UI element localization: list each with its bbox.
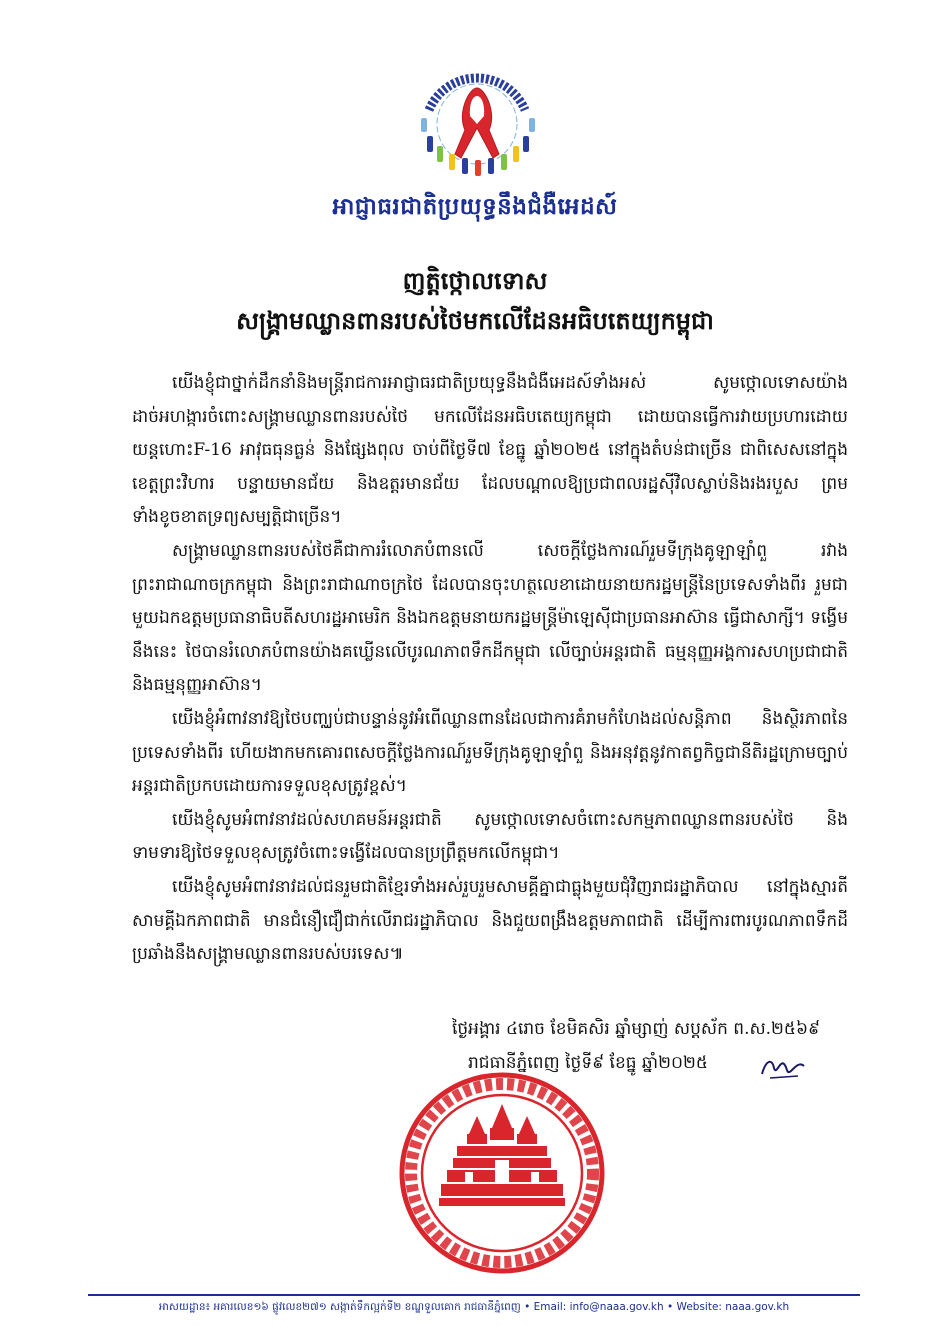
footer: [88, 1301, 860, 1316]
signature: [758, 1050, 808, 1084]
lunar-date: ថ្ងៃអង្គារ ៤រោច ខែមិគសិរ ឆ្នាំម្សាញ់ សប្តស័ក ព.ស.២៥៦៩: [452, 1019, 821, 1039]
paragraph: យើងខ្ញុំសូមអំពាវនាវដល់ជនរួមជាតិខ្មែរទាំងអស់រួបរួមសាមគ្គីគ្នាជាធ្លុងមួយជុំវិញរាជរដ្ឋាភិបាល នៅក្នុងស្មារតីសាមគ្គីឯកភាពជាតិ មានជំនឿជឿជាក់លើរាជរដ្ឋាភិបាល និងជួយពង្រឹងឧត្តមភាពជាតិ ដើម្បីការពារបូរណភាពទឹកដីប្រឆាំងនឹងសង្គ្រាមឈ្លានពានរបស់បរទេស៕: [132, 876, 848, 965]
organization-name: អាជ្ញាធរជាតិប្រយុទ្ធនឹងជំងឺអេដស៍: [332, 193, 618, 220]
document-subtitle: សង្គ្រាមឈ្លានពានរបស់ថៃមកលើដែនអធិបតេយ្យកម្ពុជា: [236, 306, 714, 335]
footer-divider: [88, 1294, 860, 1296]
document-title: ញត្តិថ្កោលទោស: [402, 266, 548, 295]
footer-website[interactable]: • Website: naaa.gov.kh: [667, 1301, 790, 1313]
national-aids-authority-logo: [407, 58, 547, 192]
document-body: [132, 367, 848, 972]
paragraph: យើងខ្ញុំសូមអំពាវនាវដល់សហគមន៍អន្តរជាតិ សូមថ្កោលទោសចំពោះសកម្មភាពឈ្លានពានរបស់ថៃ និងទាមទារឱ្យថៃទទួលខុសត្រូវចំពោះទង្វើដែលបានប្រព្រឹត្តមកលើកម្ពុជា។: [132, 809, 848, 864]
official-seal: [395, 1068, 610, 1278]
place-and-date: រាជធានីភ្នំពេញ ថ្ងៃទី៩ ខែធ្នូ ឆ្នាំ២០២៥: [468, 1053, 708, 1073]
footer-address: អាសយដ្ឋាន៖ អគារលេខ១៦ ផ្លូវលេខ២៧១ សង្កាត់ទឹកល្អក់ទី២ ខណ្ឌទួលគោក រាជធានីភ្នំពេញ: [158, 1301, 521, 1313]
footer-email[interactable]: • Email: info@naaa.gov.kh: [524, 1301, 664, 1313]
paragraph: យើងខ្ញុំជាថ្នាក់ដឹកនាំនិងមន្ត្រីរាជការអាជ្ញាធរជាតិប្រយុទ្ធនឹងជំងឺអេដស៍ទាំងអស់ សូមថ្កោលទោសយ៉ាងដាច់អហង្ការចំពោះសង្គ្រាមឈ្លានពានរបស់ថៃ មកលើដែនអធិបតេយ្យកម្ពុជា ដោយបានធ្វើការវាយប្រហារដោយយន្តហោះF-16 អាវុធធុនធ្ងន់ និងផ្សែងពុល ចាប់ពីថ្ងៃទី៧ ខែធ្នូ ឆ្នាំ២០២៥ នៅក្នុងតំបន់ជាច្រើន ជាពិសេសនៅក្នុងខេត្តព្រះវិហារ បន្ទាយមានជ័យ និងឧត្តរមានជ័យ ដែលបណ្តាលឱ្យប្រជាពលរដ្ឋស៊ីវិលស្លាប់និងរងរបួស ព្រមទាំងខូចខាតទ្រព្យសម្បត្តិជាច្រើន។: [132, 373, 848, 528]
paragraph: យើងខ្ញុំអំពាវនាវឱ្យថៃបញ្ឈប់ជាបន្ទាន់នូវអំពើឈ្លានពានដែលជាការគំរាមកំហែងដល់សន្តិភាព និងស្ថិរភាពនៃប្រទេសទាំងពីរ ហើយងាកមកគោរពសេចក្តីថ្លែងការណ៍រួមទីក្រុងគូឡាឡាំពួ និងអនុវត្តនូវកាតព្វកិច្ចជានីតិរដ្ឋក្រោមច្បាប់អន្តរជាតិប្រកបដោយការទទួលខុសត្រូវខ្ពស់។: [132, 708, 848, 797]
paragraph: សង្គ្រាមឈ្លានពានរបស់ថៃគឺជាការរំលោភបំពានលើ សេចក្តីថ្លែងការណ៍រួមទីក្រុងគូឡាឡាំពួ រវាងព្រះរាជាណាចក្រកម្ពុជា និងព្រះរាជាណាចក្រថៃ ដែលបានចុះហត្ថលេខាដោយនាយករដ្ឋមន្ត្រីនៃប្រទេសទាំងពីរ រួមជាមួយឯកឧត្តមប្រធានាធិបតីសហរដ្ឋអាមេរិក និងឯកឧត្តមនាយករដ្ឋមន្ត្រីម៉ាឡេស៊ីជាប្រធានអាស៊ាន ធ្វើជាសាក្សី។ ទង្វើមនឹងនេះ ថៃបានរំលោភបំពានយ៉ាងគឃ្លើនលើបូរណភាពទឹកដីកម្ពុជា លើច្បាប់អន្តរជាតិ ធម្មនុញ្ញអង្គការសហប្រជាជាតិ និងធម្មនុញ្ញអាស៊ាន។: [132, 540, 848, 696]
